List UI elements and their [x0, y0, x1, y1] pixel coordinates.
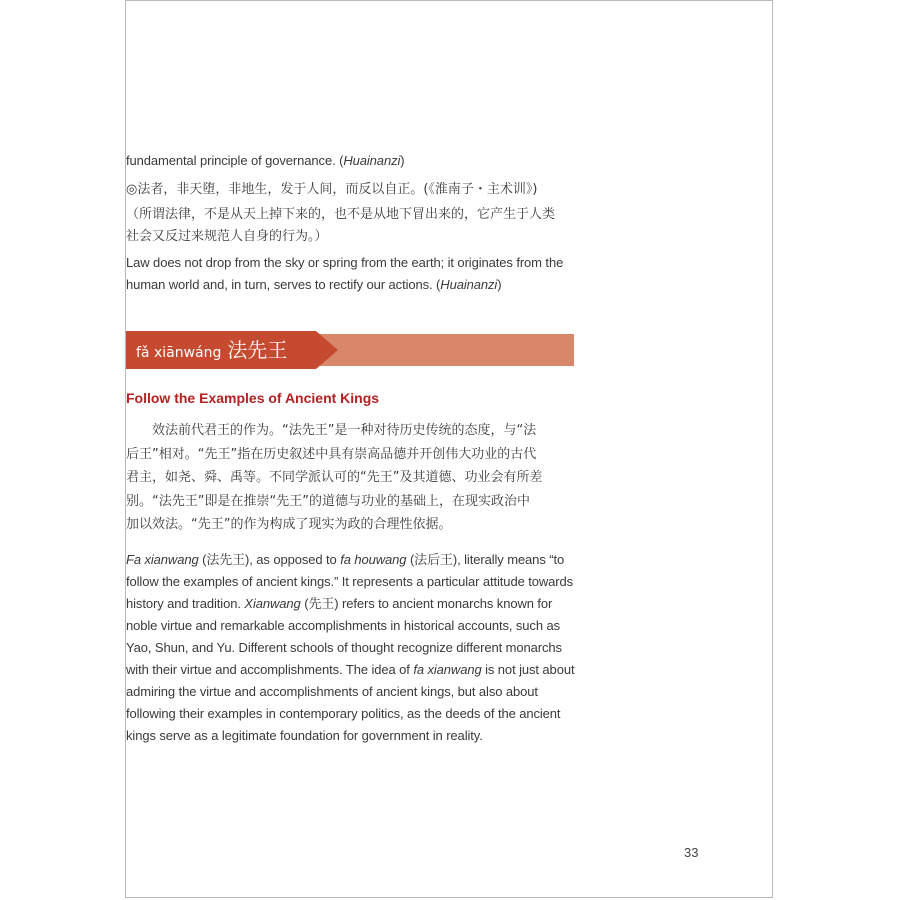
continued-line: fundamental principle of governance. (Huainanzi)	[126, 153, 405, 168]
translation-line-1: Law does not drop from the sky or spring from the earth; it originates from the	[126, 255, 564, 270]
chinese-paragraph	[126, 419, 576, 537]
top-text-block	[126, 150, 576, 296]
zh-line: 加以效法。“先王”的作为构成了现实为政的合理性依据。	[126, 517, 452, 532]
zh-line: 别。“法先王”即是在推崇“先王”的道德与功业的基础上，在现实政治中	[126, 493, 530, 509]
en-line: Yao, Shun, and Yu. Different schools of thought recognize different monarchs	[126, 639, 562, 655]
section-title: Follow the Examples of Ancient Kings	[126, 390, 380, 406]
en-line: kings serve as a legitimate foundation for government in reality.	[126, 727, 483, 743]
en-line: follow the examples of ancient kings.” It represents a particular attitude towards	[126, 573, 574, 589]
en-line: with their virtue and accomplishments. The idea of fa xianwang is not just about	[126, 661, 575, 677]
explanation-chinese-line-1: （所谓法律，不是从天上掉下来的，也不是从地下冒出来的，它产生于人类	[126, 207, 556, 222]
en-line: noble virtue and remarkable accomplishments in historical accounts, such as	[126, 617, 560, 633]
en-line: history and tradition. Xianwang (先王) refers to ancient monarchs known for	[126, 595, 553, 611]
term-hanzi: 法先王	[227, 338, 288, 362]
english-paragraph	[126, 549, 576, 747]
zh-line: 后王”相对。“先王”指在历史叙述中具有崇高品德并开创伟大功业的古代	[126, 446, 537, 462]
quote-chinese: ◎法者，非天堕，非地生，发于人间，而反以自正。(《淮南子・主术训》)	[126, 182, 538, 197]
page-number: 33	[684, 845, 699, 860]
en-line: following their examples in contemporary politics, as the deeds of the ancient	[126, 705, 561, 721]
en-line: admiring the virtue and accomplishments of ancient kings, but also about	[126, 683, 538, 699]
translation-line-2: human world and, in turn, serves to rectify our actions. (Huainanzi)	[126, 277, 502, 292]
zh-line: 效法前代君王的作为。“法先王”是一种对待历史传统的态度，与“法	[126, 423, 537, 438]
zh-line: 君主，如尧、舜、禹等。不同学派认可的“先王”及其道德、功业会有所差	[126, 470, 543, 485]
explanation-chinese-line-2: 社会又反过来规范人自身的行为。）	[126, 229, 328, 244]
en-line: Fa xianwang (法先王), as opposed to fa houwang (法后王), literally means “to	[126, 551, 565, 567]
term-banner	[126, 331, 574, 369]
section-block	[126, 387, 576, 747]
term-pinyin: fǎ xiānwáng	[136, 345, 222, 361]
banner-term	[136, 331, 287, 369]
